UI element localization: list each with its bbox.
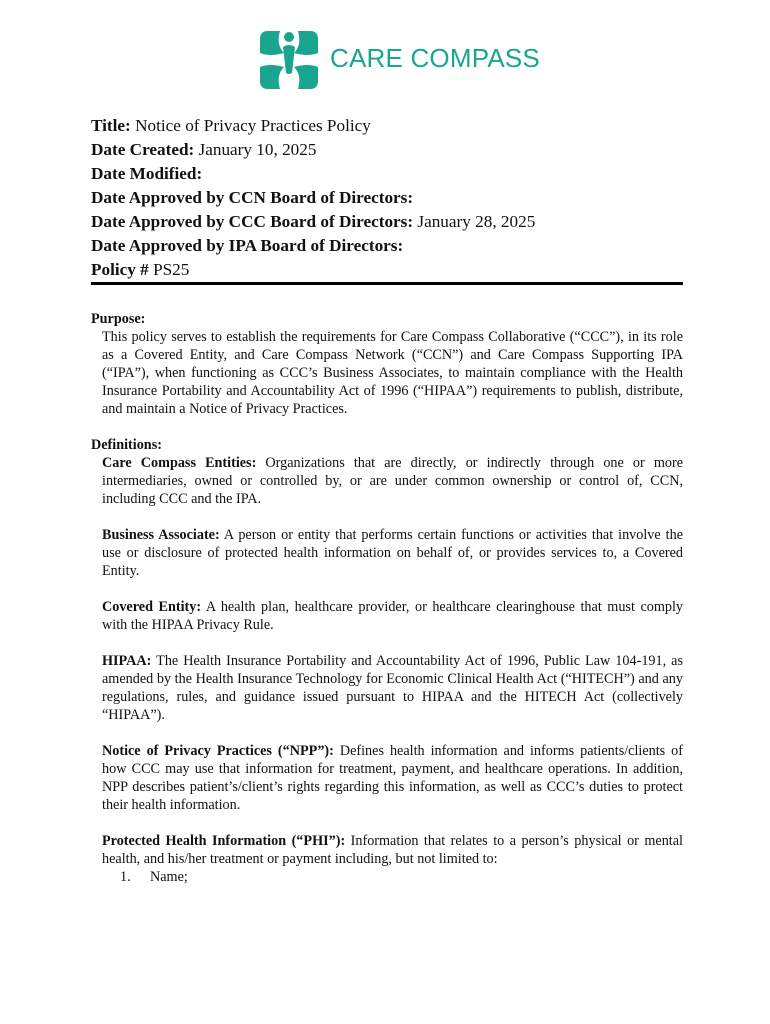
policy-body	[91, 310, 683, 886]
definitions-section	[91, 454, 683, 886]
definitions-heading: Definitions:	[91, 437, 162, 453]
care-compass-figure-icon	[256, 27, 322, 93]
list-item: 1. Name;	[120, 869, 188, 885]
ipa-approval-row: Date Approved by IPA Board of Directors:	[91, 236, 404, 255]
definition-care-compass-entities: Care Compass Entities: Organizations that are directly, or indirectly through one or more intermediaries, owned or controlled by, or are under common ownership or control of, CCN, including CCC and the IPA.	[102, 455, 684, 507]
ccc-approval-row: Date Approved by CCC Board of Directors: January 28, 2025	[91, 212, 536, 231]
phi-list	[102, 868, 683, 886]
definition-covered-entity: Covered Entity: A health plan, healthcare provider, or healthcare clearinghouse that must comply with the HIPAA Privacy Rule.	[102, 599, 683, 633]
date-created-row: Date Created: January 10, 2025	[91, 140, 317, 159]
ccn-approval-row: Date Approved by CCN Board of Directors:	[91, 188, 414, 207]
definition-npp: Notice of Privacy Practices (“NPP”): Defines health information and informs patients/clients of how CCC may use that information for treatment, payment, and healthcare operations. In addition, NPP describes patient’s/client’s rights regarding this information, as well as CCC’s duties to protect their health information.	[102, 743, 683, 813]
definition-business-associate: Business Associate: A person or entity that performs certain functions or activities that involve the use or disclosure of protected health information on behalf of, or provides services to, a Covered Entity.	[102, 527, 683, 579]
purpose-heading: Purpose:	[91, 311, 146, 327]
title-row: Title: Notice of Privacy Practices Policy	[91, 116, 371, 135]
logo-text: CARE COMPASS	[330, 42, 540, 73]
care-compass-logo	[256, 26, 540, 94]
purpose-section	[91, 328, 683, 418]
definition-phi: Protected Health Information (“PHI”): Information that relates to a person’s physical or mental health, and his/her treatment or payment including, but not limited to:	[102, 833, 683, 867]
purpose-text: This policy serves to establish the requirements for Care Compass Collaborative (“CCC”), in its role as a Covered Entity, and Care Compass Network (“CCN”) and Care Compass Supporting IPA (“IPA”), when functioning as CCC’s Business Associates, to maintain compliance with the Health Insurance Portability and Accountability Act of 1996 (“HIPAA”) requirements to publish, distribute, and maintain a Notice of Privacy Practices.	[102, 329, 683, 417]
date-modified-row: Date Modified:	[91, 164, 203, 183]
policy-number-row: Policy # PS25	[91, 260, 190, 279]
definition-hipaa: HIPAA: The Health Insurance Portability and Accountability Act of 1996, Public Law 104-191, as amended by the Health Insurance Technology for Economic Clinical Health Act (“HITECH”) and any regulations, rules, and guidance issued pursuant to HIPAA and the HITECH Act (collectively “HIPAA”).	[102, 653, 683, 723]
header-divider	[91, 282, 683, 285]
policy-header	[91, 114, 683, 282]
